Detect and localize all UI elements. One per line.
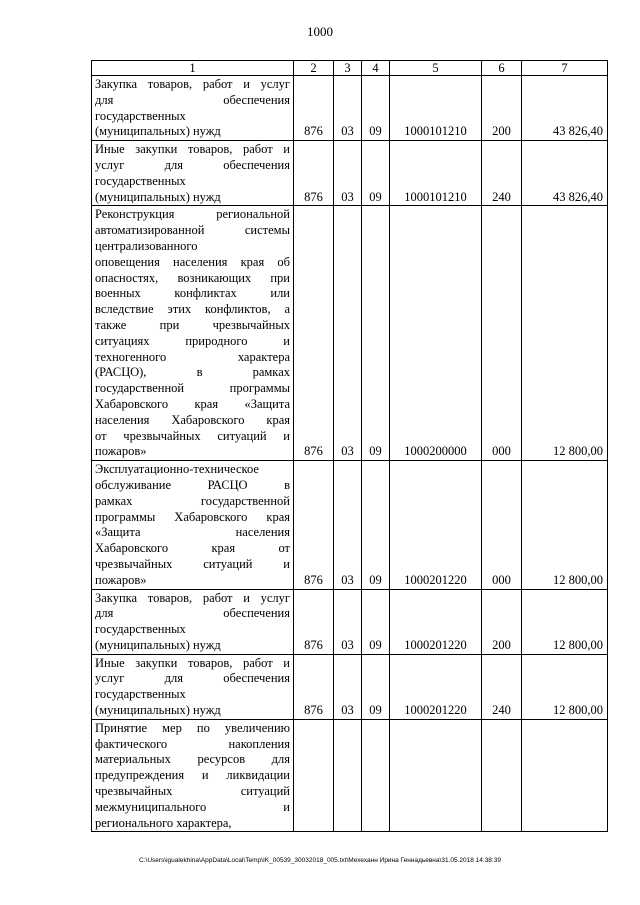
row-name-line: населения Хабаровского края [95, 412, 290, 427]
expense-type-cell [482, 719, 522, 832]
row-name-line: пожаров» [95, 444, 147, 459]
row-name-line: государственных [95, 108, 186, 123]
subsection-cell: 09 [362, 654, 390, 719]
page-number: 1000 [307, 24, 333, 39]
section-cell: 03 [334, 141, 362, 206]
row-name-line: Закупка товаров, работ и услуг [95, 77, 290, 91]
row-name-cell [92, 461, 294, 589]
row-name-cell [92, 76, 294, 141]
expense-type-cell: 240 [482, 654, 522, 719]
row-name-line: Закупка товаров, работ и услуг [95, 590, 290, 605]
row-name-cell [92, 654, 294, 719]
row-name-line: программы Хабаровского края [95, 509, 290, 524]
row-name-line: услуг для обеспечения [95, 671, 290, 686]
expense-type-cell: 240 [482, 141, 522, 206]
section-cell: 03 [334, 206, 362, 461]
ministry-code-cell [294, 719, 334, 832]
row-name-line: военных конфликтах или [95, 286, 290, 301]
target-article-cell: 1000201220 [390, 654, 482, 719]
ministry-code-cell: 876 [294, 141, 334, 206]
row-name-line: материальных ресурсов для [95, 752, 290, 767]
row-name-line: государственной программы [95, 381, 290, 396]
header-cell: 2 [294, 61, 334, 76]
row-name-cell [92, 719, 294, 832]
row-name-line: автоматизированной системы [95, 223, 290, 238]
section-cell: 03 [334, 461, 362, 589]
table-row [92, 654, 608, 719]
header-cell: 1 [92, 61, 294, 76]
ministry-code-cell: 876 [294, 461, 334, 589]
subsection-cell [362, 719, 390, 832]
target-article-cell: 1000201220 [390, 461, 482, 589]
row-name-line: «Защита населения [95, 525, 290, 540]
target-article-cell: 1000101210 [390, 76, 482, 141]
expense-type-cell: 000 [482, 206, 522, 461]
amount-cell: 43 826,40 [522, 76, 608, 141]
subsection-cell: 09 [362, 589, 390, 654]
expense-type-cell: 000 [482, 461, 522, 589]
row-name-line: чрезвычайных ситуаций и [95, 556, 290, 571]
row-name-line: (муниципальных) нужд [95, 703, 221, 718]
ministry-code-cell: 876 [294, 76, 334, 141]
ministry-code-cell: 876 [294, 206, 334, 461]
row-name-line: (РАСЦО), в рамках [95, 365, 290, 380]
row-name-cell [92, 589, 294, 654]
header-cell: 5 [390, 61, 482, 76]
target-article-cell: 1000200000 [390, 206, 482, 461]
section-cell: 03 [334, 76, 362, 141]
file-path-footer: C:\Users\igualekhina\AppData\Local\Temp\IK_00539_30032018_005.txt\Мехеханн Ирина Геннадьевна\31.05.2018 14:38:39 [139, 857, 501, 864]
row-name-line: для обеспечения [95, 92, 290, 107]
table-row [92, 141, 608, 206]
target-article-cell: 1000101210 [390, 141, 482, 206]
header-row [92, 61, 608, 76]
amount-cell [522, 719, 608, 832]
amount-cell: 12 800,00 [522, 461, 608, 589]
row-name-line: регионального характера, [95, 815, 232, 830]
row-name-line: Эксплуатационно-техническое [95, 462, 259, 477]
row-name-line: опасностях, возникающих при [95, 270, 290, 285]
header-cell: 7 [522, 61, 608, 76]
row-name-line: Иные закупки товаров, работ и [95, 142, 290, 157]
header-cell: 6 [482, 61, 522, 76]
budget-table [91, 60, 608, 832]
table-row [92, 589, 608, 654]
target-article-cell: 1000201220 [390, 589, 482, 654]
row-name-line: обслуживание РАСЦО в [95, 477, 290, 492]
row-name-line: межмуниципального и [95, 799, 290, 814]
table-row [92, 719, 608, 832]
amount-cell: 12 800,00 [522, 654, 608, 719]
row-name-line: Принятие мер по увеличению [95, 720, 290, 735]
amount-cell: 12 800,00 [522, 206, 608, 461]
row-name-line: также при чрезвычайных [95, 317, 290, 332]
expense-type-cell: 200 [482, 589, 522, 654]
section-cell [334, 719, 362, 832]
row-name-line: государственных [95, 173, 186, 188]
row-name-line: (муниципальных) нужд [95, 637, 221, 652]
header-cell: 3 [334, 61, 362, 76]
section-cell: 03 [334, 654, 362, 719]
row-name-line: Реконструкция региональной [95, 207, 290, 222]
row-name-line: Хабаровского края от [95, 541, 290, 556]
row-name-line: Иные закупки товаров, работ и [95, 655, 290, 670]
row-name-line: (муниципальных) нужд [95, 189, 221, 204]
subsection-cell: 09 [362, 76, 390, 141]
row-name-line: для обеспечения [95, 606, 290, 621]
row-name-line: государственных [95, 622, 186, 637]
header-cell: 4 [362, 61, 390, 76]
subsection-cell: 09 [362, 206, 390, 461]
amount-cell: 12 800,00 [522, 589, 608, 654]
row-name-cell [92, 141, 294, 206]
row-name-line: фактического накопления [95, 736, 290, 751]
subsection-cell: 09 [362, 461, 390, 589]
row-name-line: предупреждения и ликвидации [95, 768, 290, 783]
table-row [92, 206, 608, 461]
row-name-line: чрезвычайных ситуаций [95, 784, 290, 799]
ministry-code-cell: 876 [294, 654, 334, 719]
row-name-line: (муниципальных) нужд [95, 124, 221, 139]
table-row [92, 461, 608, 589]
row-name-line: оповещения населения края об [95, 254, 290, 269]
table-row [92, 76, 608, 141]
row-name-line: вследствие этих конфликтов, а [95, 302, 290, 317]
row-name-line: Хабаровского края «Защита [95, 396, 290, 411]
row-name-line: техногенного характера [95, 349, 290, 364]
ministry-code-cell: 876 [294, 589, 334, 654]
row-name-line: услуг для обеспечения [95, 157, 290, 172]
row-name-line: ситуациях природного и [95, 333, 290, 348]
row-name-line: пожаров» [95, 572, 147, 587]
amount-cell: 43 826,40 [522, 141, 608, 206]
row-name-line: рамках государственной [95, 493, 290, 508]
subsection-cell: 09 [362, 141, 390, 206]
target-article-cell [390, 719, 482, 832]
section-cell: 03 [334, 589, 362, 654]
row-name-line: от чрезвычайных ситуаций и [95, 428, 290, 443]
row-name-line: государственных [95, 687, 186, 702]
expense-type-cell: 200 [482, 76, 522, 141]
row-name-line: централизованного [95, 238, 198, 253]
row-name-cell [92, 206, 294, 461]
